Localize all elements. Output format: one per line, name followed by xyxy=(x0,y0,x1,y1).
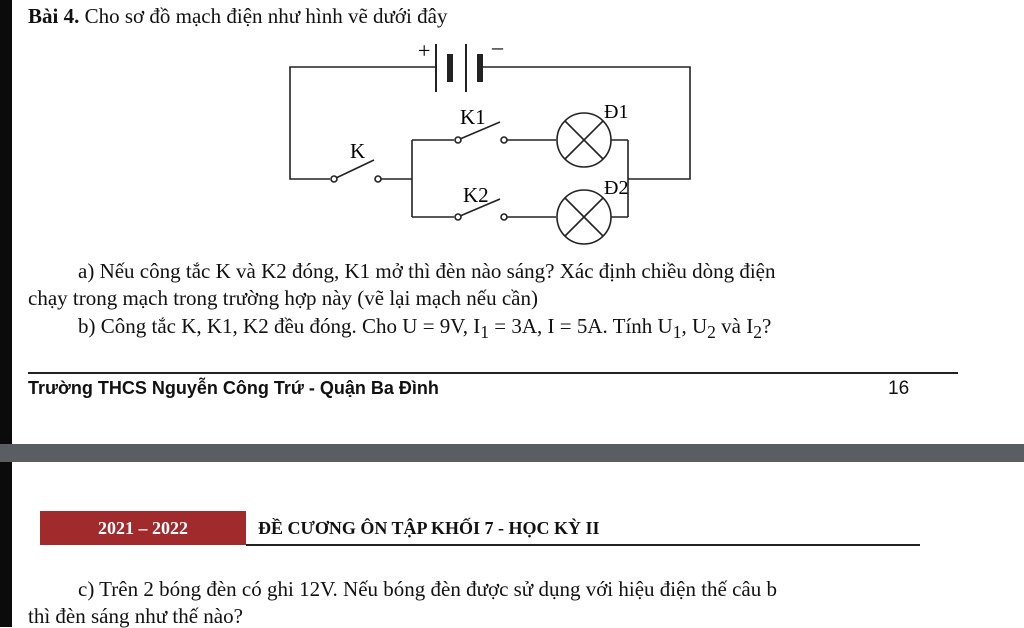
question-b-and: và I xyxy=(715,314,754,338)
switch-k2-label: K2 xyxy=(463,183,489,207)
switch-k1-contact-left xyxy=(455,137,461,143)
switch-k-label: K xyxy=(350,139,366,163)
lamp-d2-label: Đ2 xyxy=(604,177,629,199)
battery-minus-label: – xyxy=(492,34,503,59)
question-c-line-2: thì đèn sáng như thế nào? xyxy=(28,604,243,628)
header-year-badge: 2021 – 2022 xyxy=(40,511,246,545)
switch-k1-label: K1 xyxy=(460,105,486,129)
question-c-line-1: c) Trên 2 bóng đèn có ghi 12V. Nếu bóng đèn được sử dụng với hiệu điện thế câu b xyxy=(78,577,777,601)
switch-k2-contact-left xyxy=(455,214,461,220)
question-b xyxy=(78,314,771,344)
question-a-line-1: a) Nếu công tắc K và K2 đóng, K1 mở thì đèn nào sáng? Xác định chiều dòng điện xyxy=(78,259,776,283)
footer-page-number: 16 xyxy=(888,378,910,399)
subscript-4: 2 xyxy=(753,322,762,343)
problem-intro: Cho sơ đồ mạch điện như hình vẽ dưới đây xyxy=(79,4,448,28)
header-rule xyxy=(246,544,920,546)
switch-k2-contact-right xyxy=(501,214,507,220)
problem-title xyxy=(28,4,447,28)
question-b-end: ? xyxy=(761,314,772,338)
subscript-2: 1 xyxy=(672,322,682,343)
header-title: ĐỀ CƯƠNG ÔN TẬP KHỐI 7 - HỌC KỲ II xyxy=(258,518,600,538)
circuit-diagram xyxy=(278,34,718,254)
subscript-3: 2 xyxy=(707,322,716,343)
document-page xyxy=(12,0,1024,627)
question-a-line-2: chạy trong mạch trong trường hợp này (vẽ lại mạch nếu cần) xyxy=(28,286,538,310)
wire-top-right xyxy=(480,67,690,179)
lamp-d1-label: Đ1 xyxy=(604,101,629,123)
switch-k-contact-right xyxy=(375,176,381,182)
footer-school: Trường THCS Nguyễn Công Trứ - Quận Ba Đình xyxy=(28,378,439,398)
question-b-comma: , U xyxy=(681,314,708,338)
footer-rule xyxy=(28,372,958,374)
subscript-1: 1 xyxy=(480,322,490,343)
switch-k-contact-left xyxy=(331,176,337,182)
question-b-prefix: b) Công tắc K, K1, K2 đều đóng. Cho U = 9V, I xyxy=(78,314,481,338)
viewer-left-edge xyxy=(0,0,12,627)
question-b-mid: = 3A, I = 5A. Tính U xyxy=(489,314,673,338)
problem-number: Bài 4. xyxy=(28,4,80,28)
switch-k1-contact-right xyxy=(501,137,507,143)
battery-plus-label: + xyxy=(418,38,431,63)
page-gap-separator xyxy=(0,444,1024,462)
